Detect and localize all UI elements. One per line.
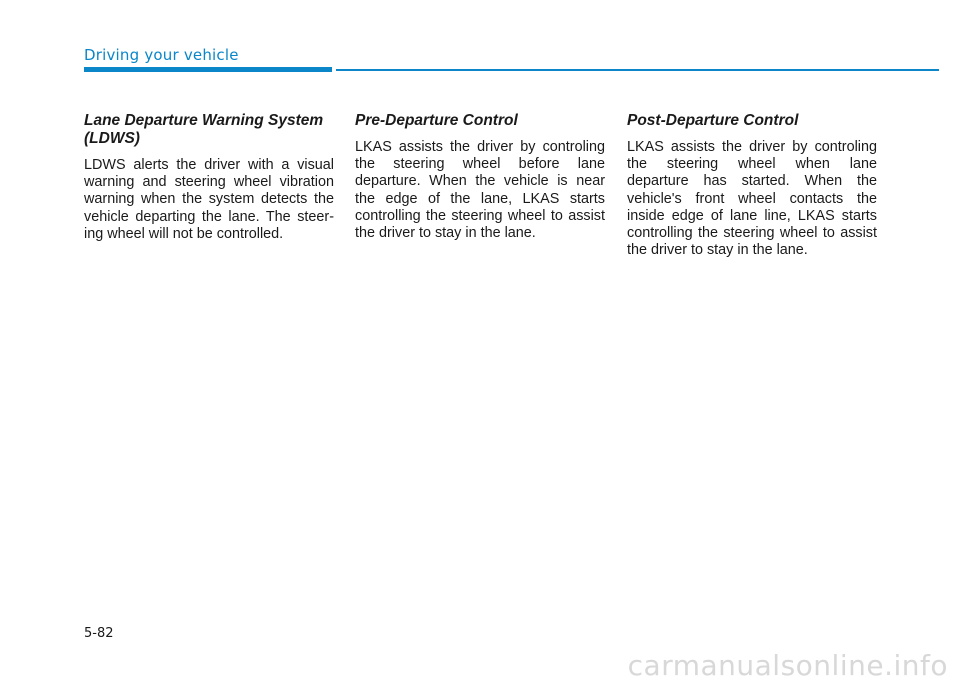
post-departure-heading: Post-Departure Control	[627, 112, 799, 129]
column-ldws	[84, 112, 334, 243]
post-departure-body: LKAS assists the driver by controling the steering wheel when lane departure has started. When the vehicle's front wheel contacts the inside edge of lane line, LKAS starts controlling the steering wheel to assist the driver to stay in the lane.	[627, 139, 877, 259]
section-title: Driving your vehicle	[84, 46, 239, 64]
header-rule-thin	[336, 69, 939, 71]
watermark-text: carmanualsonline.info	[627, 649, 948, 682]
ldws-body: LDWS alerts the driver with a visual warning and steering wheel vibration warning when the system detects the vehicle departing the lane. The steering wheel will not be controlled.	[84, 157, 334, 242]
pre-departure-body: LKAS assists the driver by controling the steering wheel before lane departure. When the vehicle is near the edge of the lane, LKAS starts controlling the steering wheel to assist the driver to stay in the lane.	[355, 139, 605, 242]
pre-departure-heading: Pre-Departure Control	[355, 112, 518, 129]
column-post-departure	[627, 112, 877, 259]
header-rule-thick	[84, 67, 332, 72]
ldws-heading: Lane Departure Warning System (LDWS)	[84, 112, 324, 147]
column-pre-departure	[355, 112, 605, 242]
page-number: 5-82	[84, 626, 114, 641]
